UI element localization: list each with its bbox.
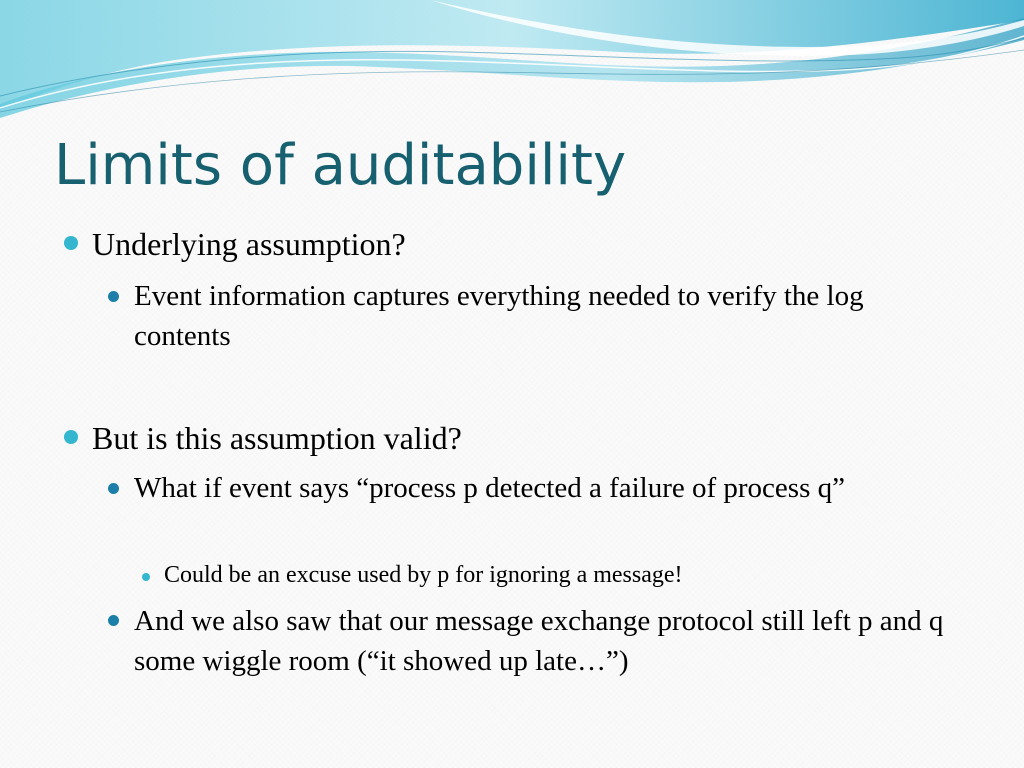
- bullet-could-be-excuse: Could be an excuse used by p for ignoring a message!: [164, 562, 683, 588]
- bullet-underlying-assumption: Underlying assumption?: [92, 226, 406, 262]
- bullet-dot-icon: [64, 430, 78, 444]
- bullet-dot-icon: [64, 236, 78, 250]
- wave-header-decoration: [0, 0, 1024, 120]
- slide-title: Limits of auditability: [54, 133, 627, 198]
- bullet-message-exchange-protocol: And we also saw that our message exchange protocol still left p and q some wiggle room (“it showed up late…”): [134, 605, 944, 677]
- bullet-what-if-event: What if event says “process p detected a failure of process q”: [134, 472, 845, 504]
- bullet-event-information: Event information captures everything needed to verify the log contents: [134, 280, 864, 352]
- bullet-dot-icon: [108, 291, 119, 302]
- bullet-dot-icon: [108, 483, 119, 494]
- bullet-assumption-valid: But is this assumption valid?: [92, 420, 462, 456]
- bullet-dot-icon: [142, 573, 150, 581]
- bullet-dot-icon: [108, 615, 119, 626]
